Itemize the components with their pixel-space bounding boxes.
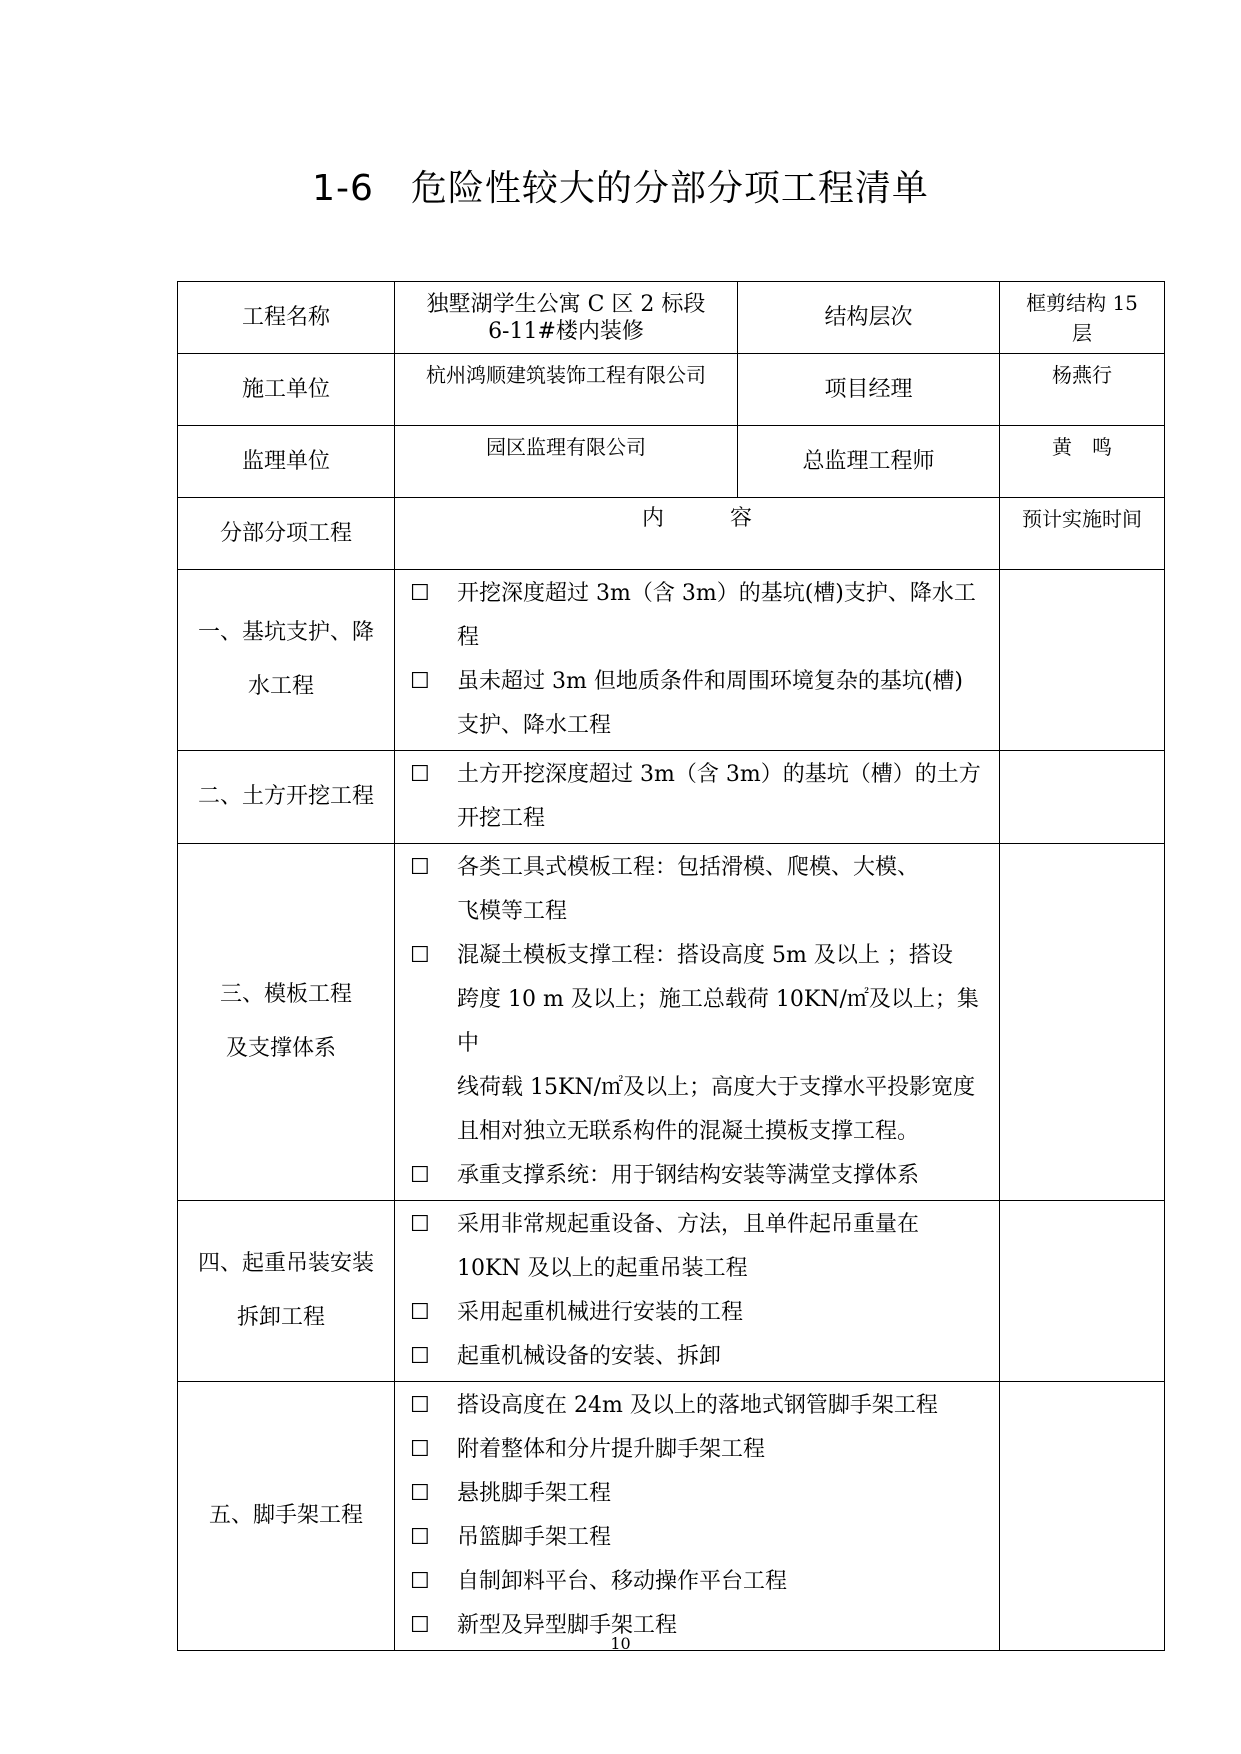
checklist-item [410,1291,999,1335]
checkbox-icon[interactable]: ☐ [410,1525,430,1550]
info-row-project [178,282,1165,354]
checklist-item [410,846,999,934]
page-number: 10 [610,1634,631,1653]
section-planned-time [1000,751,1165,844]
checklist-item [410,660,999,748]
checklist-item-line: 吊篮脚手架工程 [457,1525,612,1550]
checklist-item-text [457,1154,999,1198]
project-name-line-1: 独墅湖学生公寓 C 区 2 标段 [426,291,706,317]
section-content [395,1382,1000,1651]
section-row [178,1201,1165,1382]
section-row [178,844,1165,1201]
checklist-item-line: 10KN 及以上的起重吊装工程 [457,1256,748,1281]
chief-value: 黄 鸣 [1000,426,1165,498]
section-row [178,570,1165,751]
checklist-item-line: 开挖深度超过 3m（含 3m）的基坑(槽)支护、降水工程 [457,581,976,650]
checklist-item-text [457,1384,999,1428]
page-title: 1-6 危险性较大的分部分项工程清单 [312,168,929,209]
supervisor-value: 园区监理有限公司 [395,426,738,498]
section-content [395,844,1000,1201]
checkbox-icon[interactable]: ☐ [410,762,430,787]
checklist-item-line: 起重机械设备的安装、拆卸 [457,1344,722,1369]
checklist-item-text [457,1335,999,1379]
checklist-item [410,1203,999,1291]
checklist-item-line: 土方开挖深度超过 3m（含 3m）的基坑（槽）的土方 [457,762,981,787]
checklist-item [410,934,999,1154]
checklist-item-text [457,1203,999,1291]
checklist-item-line: 支护、降水工程 [457,713,612,738]
checklist-item-line: 混凝土模板支撑工程：搭设高度 5m 及以上 ；搭设 [457,943,953,968]
checklist-item-line: 且相对独立无联系构件的混凝土摸板支撑工程。 [457,1119,920,1144]
checklist-item-text [457,572,999,660]
section-row [178,1382,1165,1651]
checklist-item-line: 悬挑脚手架工程 [457,1481,612,1506]
checkbox-icon[interactable]: ☐ [410,1569,430,1594]
section-name-line: 水工程 [247,674,314,699]
checkbox-icon[interactable]: ☐ [410,1481,430,1506]
contractor-label: 施工单位 [178,354,395,426]
checkbox-icon[interactable]: ☐ [410,943,430,968]
project-name-label: 工程名称 [178,282,395,354]
checklist-item-line: 虽未超过 3m 但地质条件和周围环境复杂的基坑(槽) [457,669,964,694]
header-col-content: 内 容 [395,498,1000,570]
checklist-item-line: 开挖工程 [457,806,546,831]
checklist-item [410,1428,999,1472]
section-name [178,844,395,1201]
section-name [178,1382,395,1651]
checklist-item-text [457,934,999,1154]
structure-value [1000,282,1165,354]
chief-label: 总监理工程师 [738,426,1000,498]
checkbox-icon[interactable]: ☐ [410,669,430,694]
checkbox-icon[interactable]: ☐ [410,1163,430,1188]
checklist-item-text [457,1428,999,1472]
checklist-item-line: 新型及异型脚手架工程 [457,1613,678,1638]
checklist-item-line: 搭设高度在 24m 及以上的落地式钢管脚手架工程 [457,1393,938,1418]
section-content [395,570,1000,751]
pm-label: 项目经理 [738,354,1000,426]
checklist-item-line: 线荷载 15KN/㎡及以上；高度大于支撑水平投影宽度 [457,1075,976,1100]
section-name [178,1201,395,1382]
checkbox-icon[interactable]: ☐ [410,1437,430,1462]
checkbox-icon[interactable]: ☐ [410,581,430,606]
section-content [395,1201,1000,1382]
section-name-line: 四、起重吊装安装 [197,1251,374,1276]
section-name-line: 三、模板工程 [219,982,352,1007]
section-name-line: 一、基坑支护、降 [197,620,374,645]
checklist-item-text [457,846,999,934]
checklist-item-text [457,1291,999,1335]
checkbox-icon[interactable]: ☐ [410,855,430,880]
checklist-item-text [457,1516,999,1560]
checklist-item-line: 附着整体和分片提升脚手架工程 [457,1437,766,1462]
section-name-line: 拆卸工程 [236,1305,325,1330]
section-planned-time [1000,570,1165,751]
checklist-item-line: 飞模等工程 [457,899,568,924]
info-row-supervisor [178,426,1165,498]
checkbox-icon[interactable]: ☐ [410,1344,430,1369]
info-row-contractor [178,354,1165,426]
checklist-item-text [457,753,999,841]
section-row [178,751,1165,844]
supervisor-label: 监理单位 [178,426,395,498]
section-name [178,570,395,751]
pm-value: 杨燕行 [1000,354,1165,426]
hazard-project-table [177,281,1165,1651]
structure-line-1: 框剪结构 15 [1026,291,1138,315]
section-name-line: 二、土方开挖工程 [197,784,374,809]
checklist-item [410,1472,999,1516]
checkbox-icon[interactable]: ☐ [410,1300,430,1325]
checklist-item-line: 承重支撑系统：用于钢结构安装等满堂支撑体系 [457,1163,920,1188]
checklist-item [410,1335,999,1379]
checklist-item-text [457,660,999,748]
checklist-item-line: 各类工具式模板工程：包括滑模、爬模、大模、 [457,855,920,880]
checklist-item [410,1384,999,1428]
checklist-item-line: 自制卸料平台、移动操作平台工程 [457,1569,788,1594]
structure-line-2: 层 [1072,321,1092,345]
checklist-item [410,1154,999,1198]
section-name [178,751,395,844]
checklist-item-line: 采用非常规起重设备、方法，且单件起吊重量在 [457,1212,920,1237]
section-planned-time [1000,844,1165,1201]
header-col-time: 预计实施时间 [1000,498,1165,570]
contractor-value: 杭州鸿顺建筑装饰工程有限公司 [395,354,738,426]
project-name-value [395,282,738,354]
project-name-line-2: 6-11#楼内装修 [488,318,644,344]
section-planned-time [1000,1382,1165,1651]
checklist-item [410,1560,999,1604]
section-content [395,751,1000,844]
checklist-item [410,753,999,841]
checkbox-icon[interactable]: ☐ [410,1613,430,1638]
structure-label: 结构层次 [738,282,1000,354]
checklist-item [410,572,999,660]
header-row [178,498,1165,570]
checklist-item-line: 采用起重机械进行安装的工程 [457,1300,744,1325]
checklist-item [410,1516,999,1560]
checkbox-icon[interactable]: ☐ [410,1393,430,1418]
checkbox-icon[interactable]: ☐ [410,1212,430,1237]
checklist-item-line: 跨度 10 m 及以上；施工总载荷 10KN/㎡及以上；集中 [457,987,979,1056]
checklist-item-text [457,1560,999,1604]
section-name-line: 五、脚手架工程 [208,1503,363,1528]
checklist-item-text [457,1472,999,1516]
section-name-line: 及支撑体系 [225,1036,336,1061]
header-col-project: 分部分项工程 [178,498,395,570]
section-planned-time [1000,1201,1165,1382]
